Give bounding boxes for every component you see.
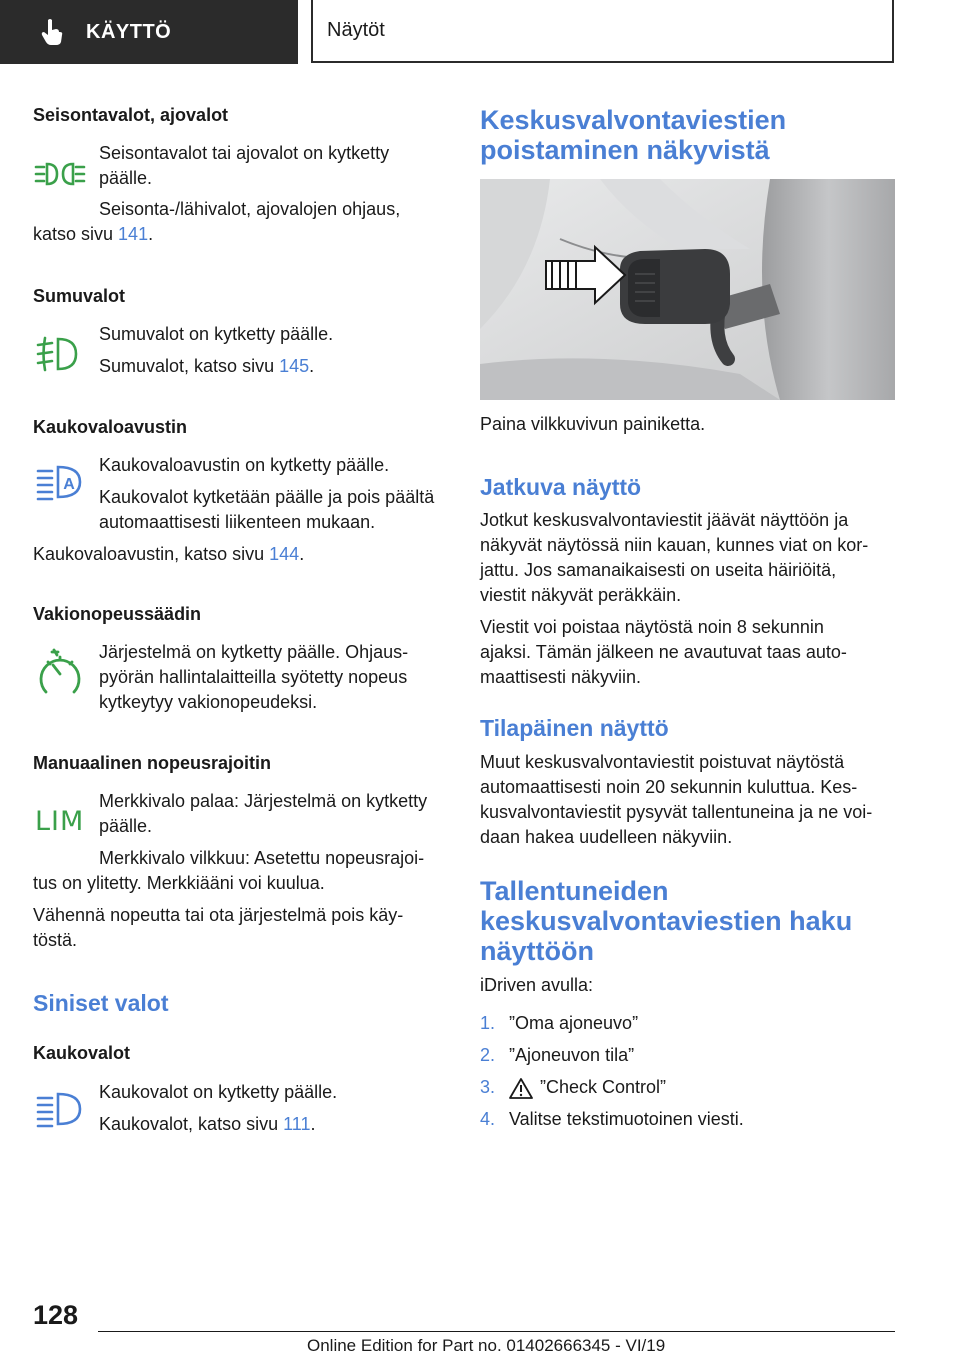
text-line: pyörän hallintalaitteilla syötetty nopeus — [99, 667, 408, 687]
heading-stored-messages-3: näyttöön — [480, 936, 594, 966]
fog-lights-icon — [36, 335, 86, 373]
text-line: Sumuvalot on kytketty päälle. — [99, 324, 334, 344]
text-line: Seisonta-/lähivalot, ajovalojen ohjaus, — [99, 199, 401, 219]
step-text: Valitse tekstimuotoinen viesti. — [509, 1109, 744, 1129]
text-line: Merkkivalo vilkkuu: Asetettu nopeusrajoi- — [99, 848, 425, 868]
step-number: 4. — [480, 1109, 496, 1129]
text-line: Muut keskusvalvontaviestit poistuvat näytöstä — [480, 752, 845, 772]
heading-stored-messages-2: keskusvalvontaviestien haku — [480, 906, 853, 936]
svg-text:A: A — [63, 476, 75, 493]
subheading-high-beam: Kaukovalot — [33, 1043, 131, 1063]
page-number: 128 — [33, 1300, 79, 1330]
text-line: päälle. — [99, 168, 153, 188]
text-line: näkyvät näytössä niin kauan, kunnes viat on kor- — [480, 535, 869, 555]
text-line: Kaukovaloavustin on kytketty päälle. — [99, 455, 390, 475]
subheading-cruise-control: Vakionopeussäädin — [33, 604, 202, 624]
step-text: ”Oma ajoneuvo” — [509, 1013, 639, 1033]
step-number: 2. — [480, 1045, 496, 1065]
subheading-fog-lights: Sumuvalot — [33, 286, 126, 306]
text-line: Kaukovalot, katso sivu 111. — [99, 1114, 316, 1134]
turn-signal-lever-photo — [480, 179, 895, 400]
text-line: Merkkivalo palaa: Järjestelmä on kytketty — [99, 791, 428, 811]
text-line: automaattisesti liikenteen mukaan. — [99, 512, 376, 532]
text-line: Viestit voi poistaa näytöstä noin 8 sekunnin — [480, 617, 824, 637]
photo-caption: Paina vilkkuvivun painiketta. — [480, 414, 706, 434]
section-title: KÄYTTÖ — [86, 20, 172, 43]
text-line: Kaukovalot on kytketty päälle. — [99, 1082, 338, 1102]
text-line: daan hakea uudelleen näkyviin. — [480, 827, 733, 847]
text-line: Kaukovaloavustin, katso sivu 144. — [33, 544, 305, 564]
parking-lights-icon — [34, 161, 86, 187]
heading-hide-messages-2: poistaminen näkyvistä — [480, 135, 770, 165]
text-line: Kaukovalot kytketään päälle ja pois päältä — [99, 487, 435, 507]
text-line: ajaksi. Tämän jälkeen ne avautuvat taas auto- — [480, 642, 847, 662]
lim-indicator-icon: LIM — [35, 806, 85, 837]
lever-illustration — [480, 179, 895, 400]
high-beam-assistant-icon — [36, 465, 86, 501]
cruise-control-icon — [38, 646, 82, 696]
step-text: ”Ajoneuvon tila” — [509, 1045, 635, 1065]
text-line: jattu. Jos samanaikaisesti on useita häiriöitä, — [480, 560, 837, 580]
text-line: Järjestelmä on kytketty päälle. Ohjaus- — [99, 642, 409, 662]
footer-divider — [98, 1331, 895, 1332]
text-line: Vähennä nopeutta tai ota järjestelmä pois käy- — [33, 905, 404, 925]
text-line: kusvalvontaviestit pysyvät tallentuneina ja ne voi- — [480, 802, 873, 822]
warning-triangle-icon — [509, 1078, 533, 1099]
high-beam-icon — [36, 1092, 86, 1128]
page-link-145[interactable]: 145 — [279, 356, 310, 376]
page-link-144[interactable]: 144 — [269, 544, 300, 564]
heading-hide-messages-1: Keskusvalvontaviestien — [480, 105, 787, 135]
subheading-high-beam-assistant: Kaukovaloavustin — [33, 417, 188, 437]
text-line: kytkeytyy vakionopeudeksi. — [99, 692, 318, 712]
page-link-141[interactable]: 141 — [118, 224, 149, 244]
chapter-tab — [311, 0, 894, 63]
pointing-hand-icon — [40, 18, 64, 46]
subheading-speed-limiter: Manuaalinen nopeusrajoitin — [33, 753, 272, 773]
section-tab — [0, 0, 298, 64]
text-line: Jotkut keskusvalvontaviestit jäävät näyttöön ja — [480, 510, 849, 530]
text-line: katso sivu 141. — [33, 224, 154, 244]
page-link-111[interactable]: 111 — [283, 1114, 311, 1134]
text-line: Seisontavalot tai ajovalot on kytketty — [99, 143, 390, 163]
subheading-parking-lights: Seisontavalot, ajovalot — [33, 105, 229, 125]
heading-temporary-display: Tilapäinen näyttö — [480, 715, 669, 741]
step-number: 3. — [480, 1077, 496, 1097]
steps-intro: iDriven avulla: — [480, 975, 594, 995]
text-line: viestit näkyvät peräkkäin. — [480, 585, 682, 605]
text-line: tus on ylitetty. Merkkiääni voi kuulua. — [33, 873, 325, 893]
heading-blue-lights: Siniset valot — [33, 990, 169, 1016]
text-line: Sumuvalot, katso sivu 145. — [99, 356, 315, 376]
text-line: töstä. — [33, 930, 78, 950]
text-line: maattisesti näkyviin. — [480, 667, 642, 687]
step-number: 1. — [480, 1013, 496, 1033]
text-line: automaattisesti noin 20 sekunnin kuluttua. Kes- — [480, 777, 858, 797]
text-line: päälle. — [99, 816, 153, 836]
chapter-title: Näytöt — [327, 19, 385, 41]
step-text: ”Check Control” — [540, 1077, 667, 1097]
heading-continuous-display: Jatkuva näyttö — [480, 474, 642, 500]
heading-stored-messages-1: Tallentuneiden — [480, 876, 669, 906]
edition-note: Online Edition for Part no. 01402666345 - VI/19 — [307, 1336, 666, 1355]
